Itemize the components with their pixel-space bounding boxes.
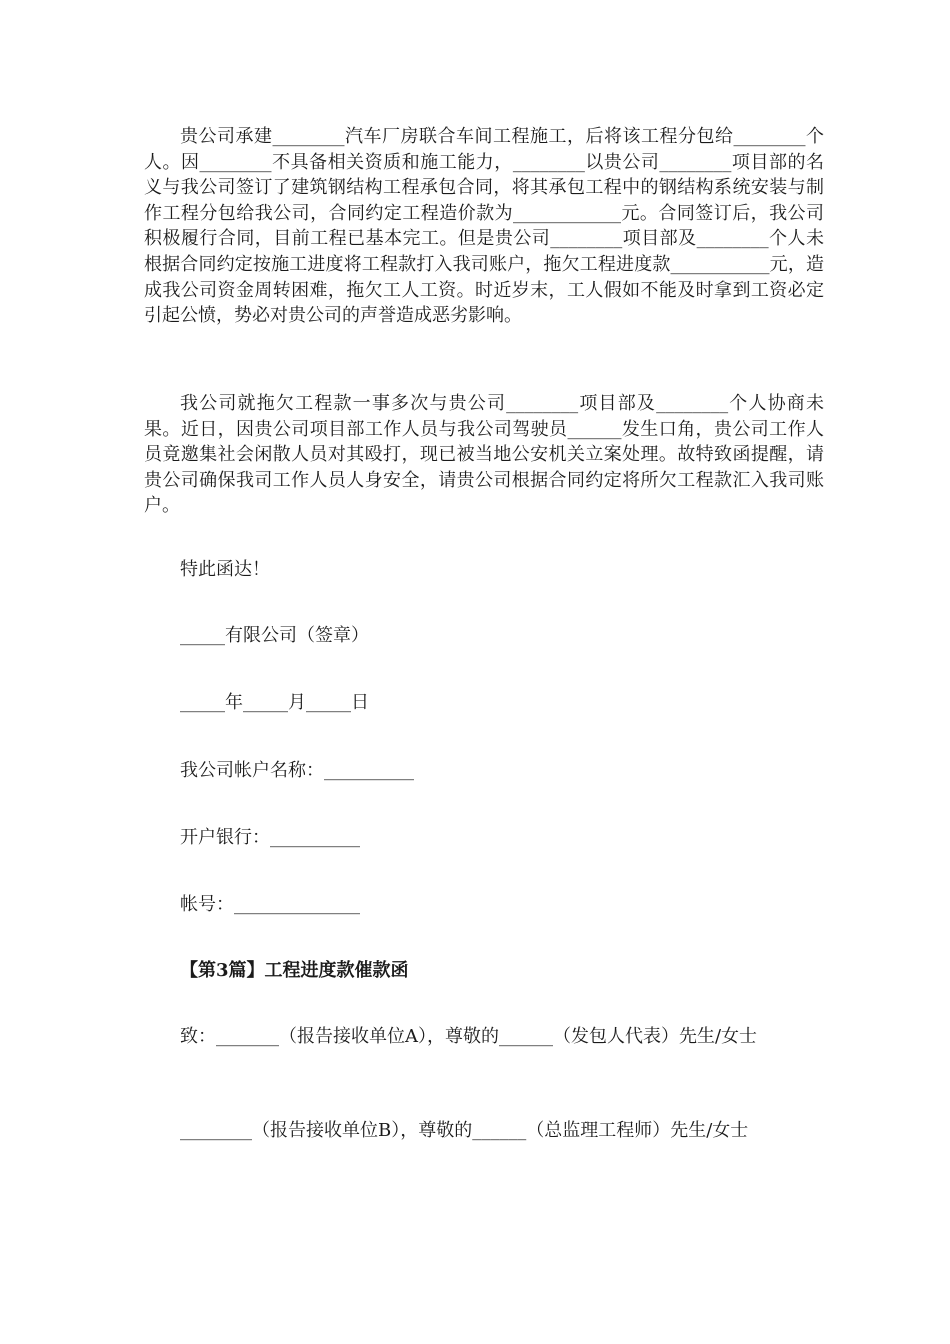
signature-line: _____有限公司（签章） bbox=[180, 625, 369, 646]
bank-line: 开户银行：__________ bbox=[180, 827, 360, 848]
addressee-line-a: 致：_______（报告接收单位A），尊敬的______（发包人代表）先生/女士 bbox=[180, 1026, 758, 1047]
section-heading: 【第3篇】工程进度款催款函 bbox=[180, 960, 409, 981]
closing-line: 特此函达！ bbox=[180, 559, 270, 580]
addressee-line-b: ________（报告接收单位B），尊敬的______（总监理工程师）先生/女士 bbox=[180, 1120, 749, 1141]
paragraph-project-background: 贵公司承建________汽车厂房联合车间工程施工，后将该工程分包给________个人。因________不具备相关资质和施工能力，________以贵公司________项目部的名义与我公司签订了建筑钢结构工程承包合同，将其承包工程中的钢结构系统安装与制作工程分包给我公司，合同约定工程造价款为____________元。合同签订后，我公司积极履行合同，目前工程已基本完工。但是贵公司________项目部及________个人未根据合同约定按施工进度将工程款打入我司账户，拖欠工程进度款___________元，造成我公司资金周转困难，拖欠工人工资。时近岁末，工人假如不能及时拿到工资必定引起公愤，势必对贵公司的声誉造成恶劣影响。 bbox=[144, 126, 824, 327]
paragraph-dispute-notice: 我公司就拖欠工程款一事多次与贵公司________项目部及________个人协商未果。近日，因贵公司项目部工作人员与我公司驾驶员______发生口角，贵公司工作人员竟邀集社会闲散人员对其殴打，现已被当地公安机关立案处理。故特致函提醒，请贵公司确保我司工作人员人身安全，请贵公司根据合同约定将所欠工程款汇入我司账户。 bbox=[144, 393, 824, 517]
account-number-line: 帐号：______________ bbox=[180, 894, 360, 915]
date-line: _____年_____月_____日 bbox=[180, 692, 369, 713]
account-name-line: 我公司帐户名称：__________ bbox=[180, 760, 414, 781]
